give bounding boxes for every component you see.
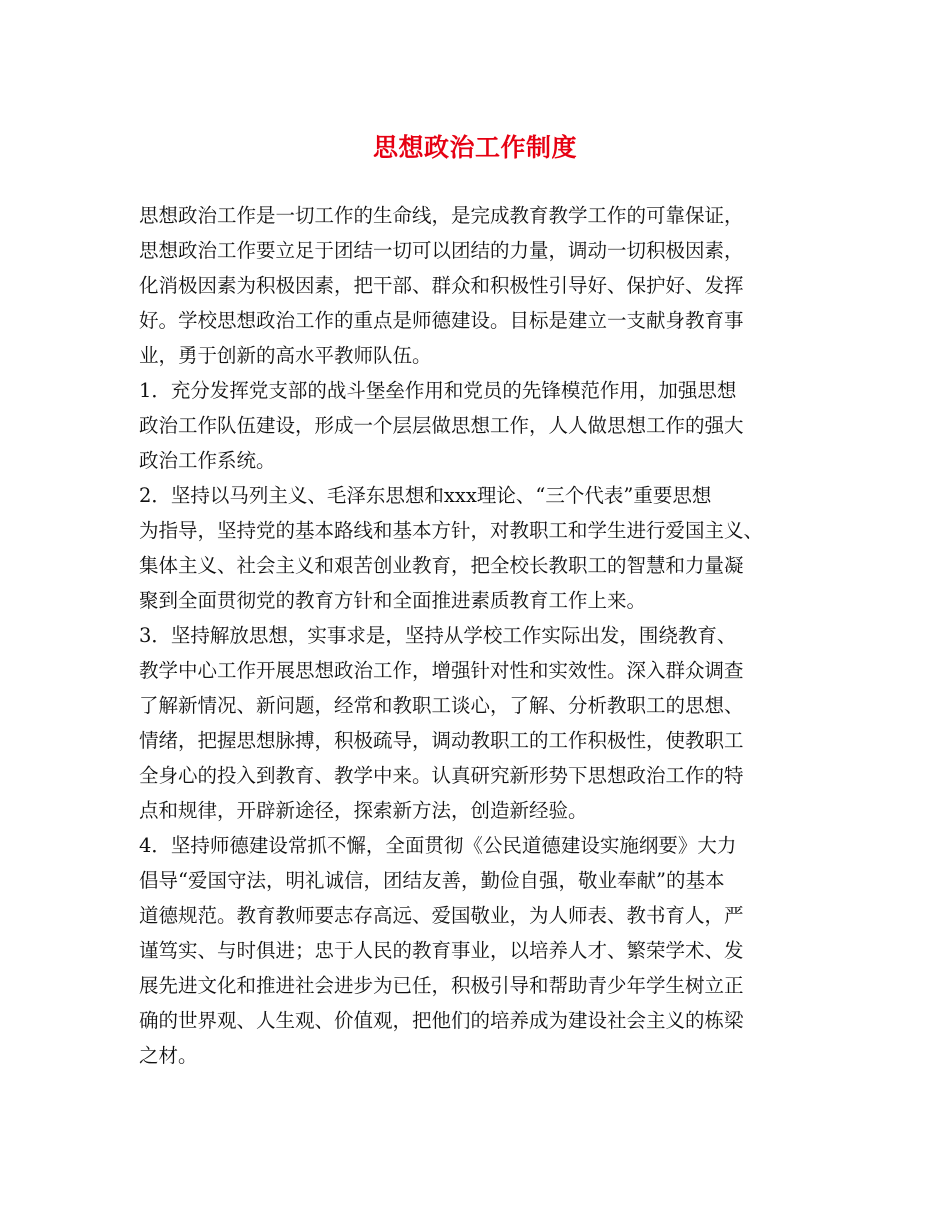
body-line: 思想政治工作要立足于团结一切可以团结的力量，调动一切积极因素， xyxy=(139,239,744,262)
body-line: 确的世界观、人生观、价值观，把他们的培养成为建设社会主义的栋梁 xyxy=(139,1009,744,1032)
body-line: 聚到全面贯彻党的教育方针和全面推进素质教育工作上来。 xyxy=(139,589,647,612)
body-line: 全身心的投入到教育、教学中来。认真研究新形势下思想政治工作的特 xyxy=(139,764,744,787)
body-line: 化消极因素为积极因素，把干部、群众和积极性引导好、保护好、发挥 xyxy=(139,274,744,297)
body-line: 倡导“爱国守法，明礼诚信，团结友善，勤俭自强，敬业奉献”的基本 xyxy=(139,869,725,892)
body-line: 展先进文化和推进社会进步为已任，积极引导和帮助青少年学生树立正 xyxy=(139,974,744,997)
body-line: 1．充分发挥党支部的战斗堡垒作用和党员的先锋模范作用，加强思想 xyxy=(139,379,737,402)
body-line: 政治工作系统。 xyxy=(139,449,276,472)
body-line: 2．坚持以马列主义、毛泽东思想和xxx理论、“三个代表”重要思想 xyxy=(139,484,712,507)
body-line: 好。学校思想政治工作的重点是师德建设。目标是建立一支献身教育事 xyxy=(139,309,744,332)
body-line: 思想政治工作是一切工作的生命线，是完成教育教学工作的可靠保证， xyxy=(139,204,744,227)
body-line: 了解新情况、新问题，经常和教职工谈心，了解、分析教职工的思想、 xyxy=(139,694,744,717)
body-line: 为指导，坚持党的基本路线和基本方针，对教职工和学生进行爱国主义、 xyxy=(139,519,764,542)
body-line: 集体主义、社会主义和艰苦创业教育，把全校长教职工的智慧和力量凝 xyxy=(139,554,744,577)
body-line: 之材。 xyxy=(139,1044,198,1067)
body-line: 谨笃实、与时俱进；忠于人民的教育事业，以培养人才、繁荣学术、发 xyxy=(139,939,744,962)
body-line: 情绪，把握思想脉搏，积极疏导，调动教职工的工作积极性，使教职工 xyxy=(139,729,744,752)
body-line: 点和规律，开辟新途径，探索新方法，创造新经验。 xyxy=(139,799,588,822)
body-line: 政治工作队伍建设，形成一个层层做思想工作，人人做思想工作的强大 xyxy=(139,414,744,437)
body-line: 业，勇于创新的高水平教师队伍。 xyxy=(139,344,432,367)
document-body xyxy=(139,198,819,1073)
body-line: 4．坚持师德建设常抓不懈，全面贯彻《公民道德建设实施纲要》大力 xyxy=(139,834,737,857)
body-line: 道德规范。教育教师要志存高远、爱国敬业，为人师表、教书育人，严 xyxy=(139,904,744,927)
body-line: 教学中心工作开展思想政治工作，增强针对性和实效性。深入群众调查 xyxy=(139,659,744,682)
body-line: 3．坚持解放思想，实事求是，坚持从学校工作实际出发，围绕教育、 xyxy=(139,624,737,647)
document-title: 思想政治工作制度 xyxy=(372,133,577,162)
